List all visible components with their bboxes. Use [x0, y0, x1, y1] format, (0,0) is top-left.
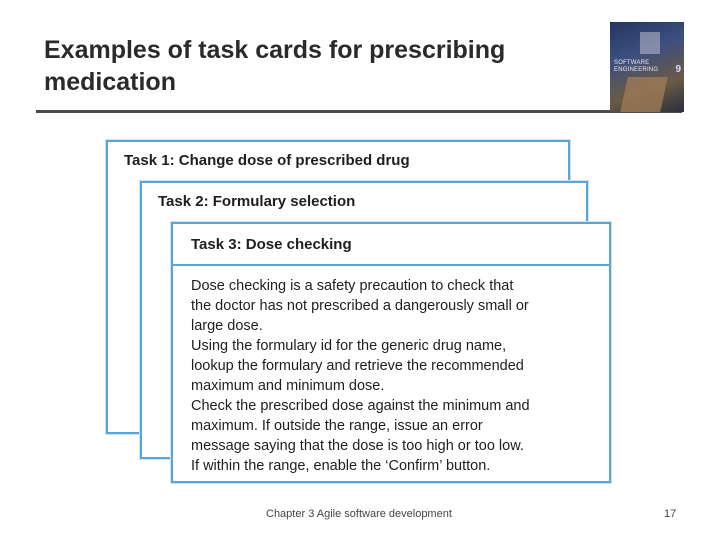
page-number: 17	[664, 508, 677, 520]
book-cover-title: SOFTWARE ENGINEERING	[614, 60, 659, 73]
body-line: If within the range, enable the ‘Confirm’ button.	[191, 458, 491, 474]
body-line: Using the formulary id for the generic drug name,	[191, 338, 507, 354]
title-divider	[36, 110, 682, 113]
body-line: large dose.	[191, 318, 263, 334]
body-line: Check the prescribed dose against the minimum and	[191, 398, 530, 414]
slide-title	[44, 34, 604, 98]
task-card-heading: Task 2: Formulary selection	[158, 193, 356, 210]
task-card-body	[191, 276, 601, 476]
body-line: maximum and minimum dose.	[191, 378, 385, 394]
footer-chapter: Chapter 3 Agile software development	[266, 508, 452, 520]
task-card-3	[171, 222, 611, 483]
body-line: Dose checking is a safety precaution to check that	[191, 278, 514, 294]
body-line: the doctor has not prescribed a dangerously small or	[191, 298, 529, 314]
task-card-heading: Task 3: Dose checking	[191, 236, 352, 253]
card-heading-divider	[173, 264, 609, 266]
cover-decoration	[640, 32, 660, 54]
body-line: lookup the formulary and retrieve the recommended	[191, 358, 524, 374]
body-line: message saying that the dose is too high or too low.	[191, 438, 524, 454]
cover-decoration	[620, 77, 667, 112]
book-cover-edition: 9	[675, 64, 681, 75]
task-card-heading: Task 1: Change dose of prescribed drug	[124, 152, 410, 169]
body-line: maximum. If outside the range, issue an error	[191, 418, 483, 434]
slide-title-line-2: medication	[44, 68, 176, 96]
book-cover-image	[610, 22, 684, 112]
slide-title-line-1: Examples of task cards for prescribing	[44, 36, 506, 64]
